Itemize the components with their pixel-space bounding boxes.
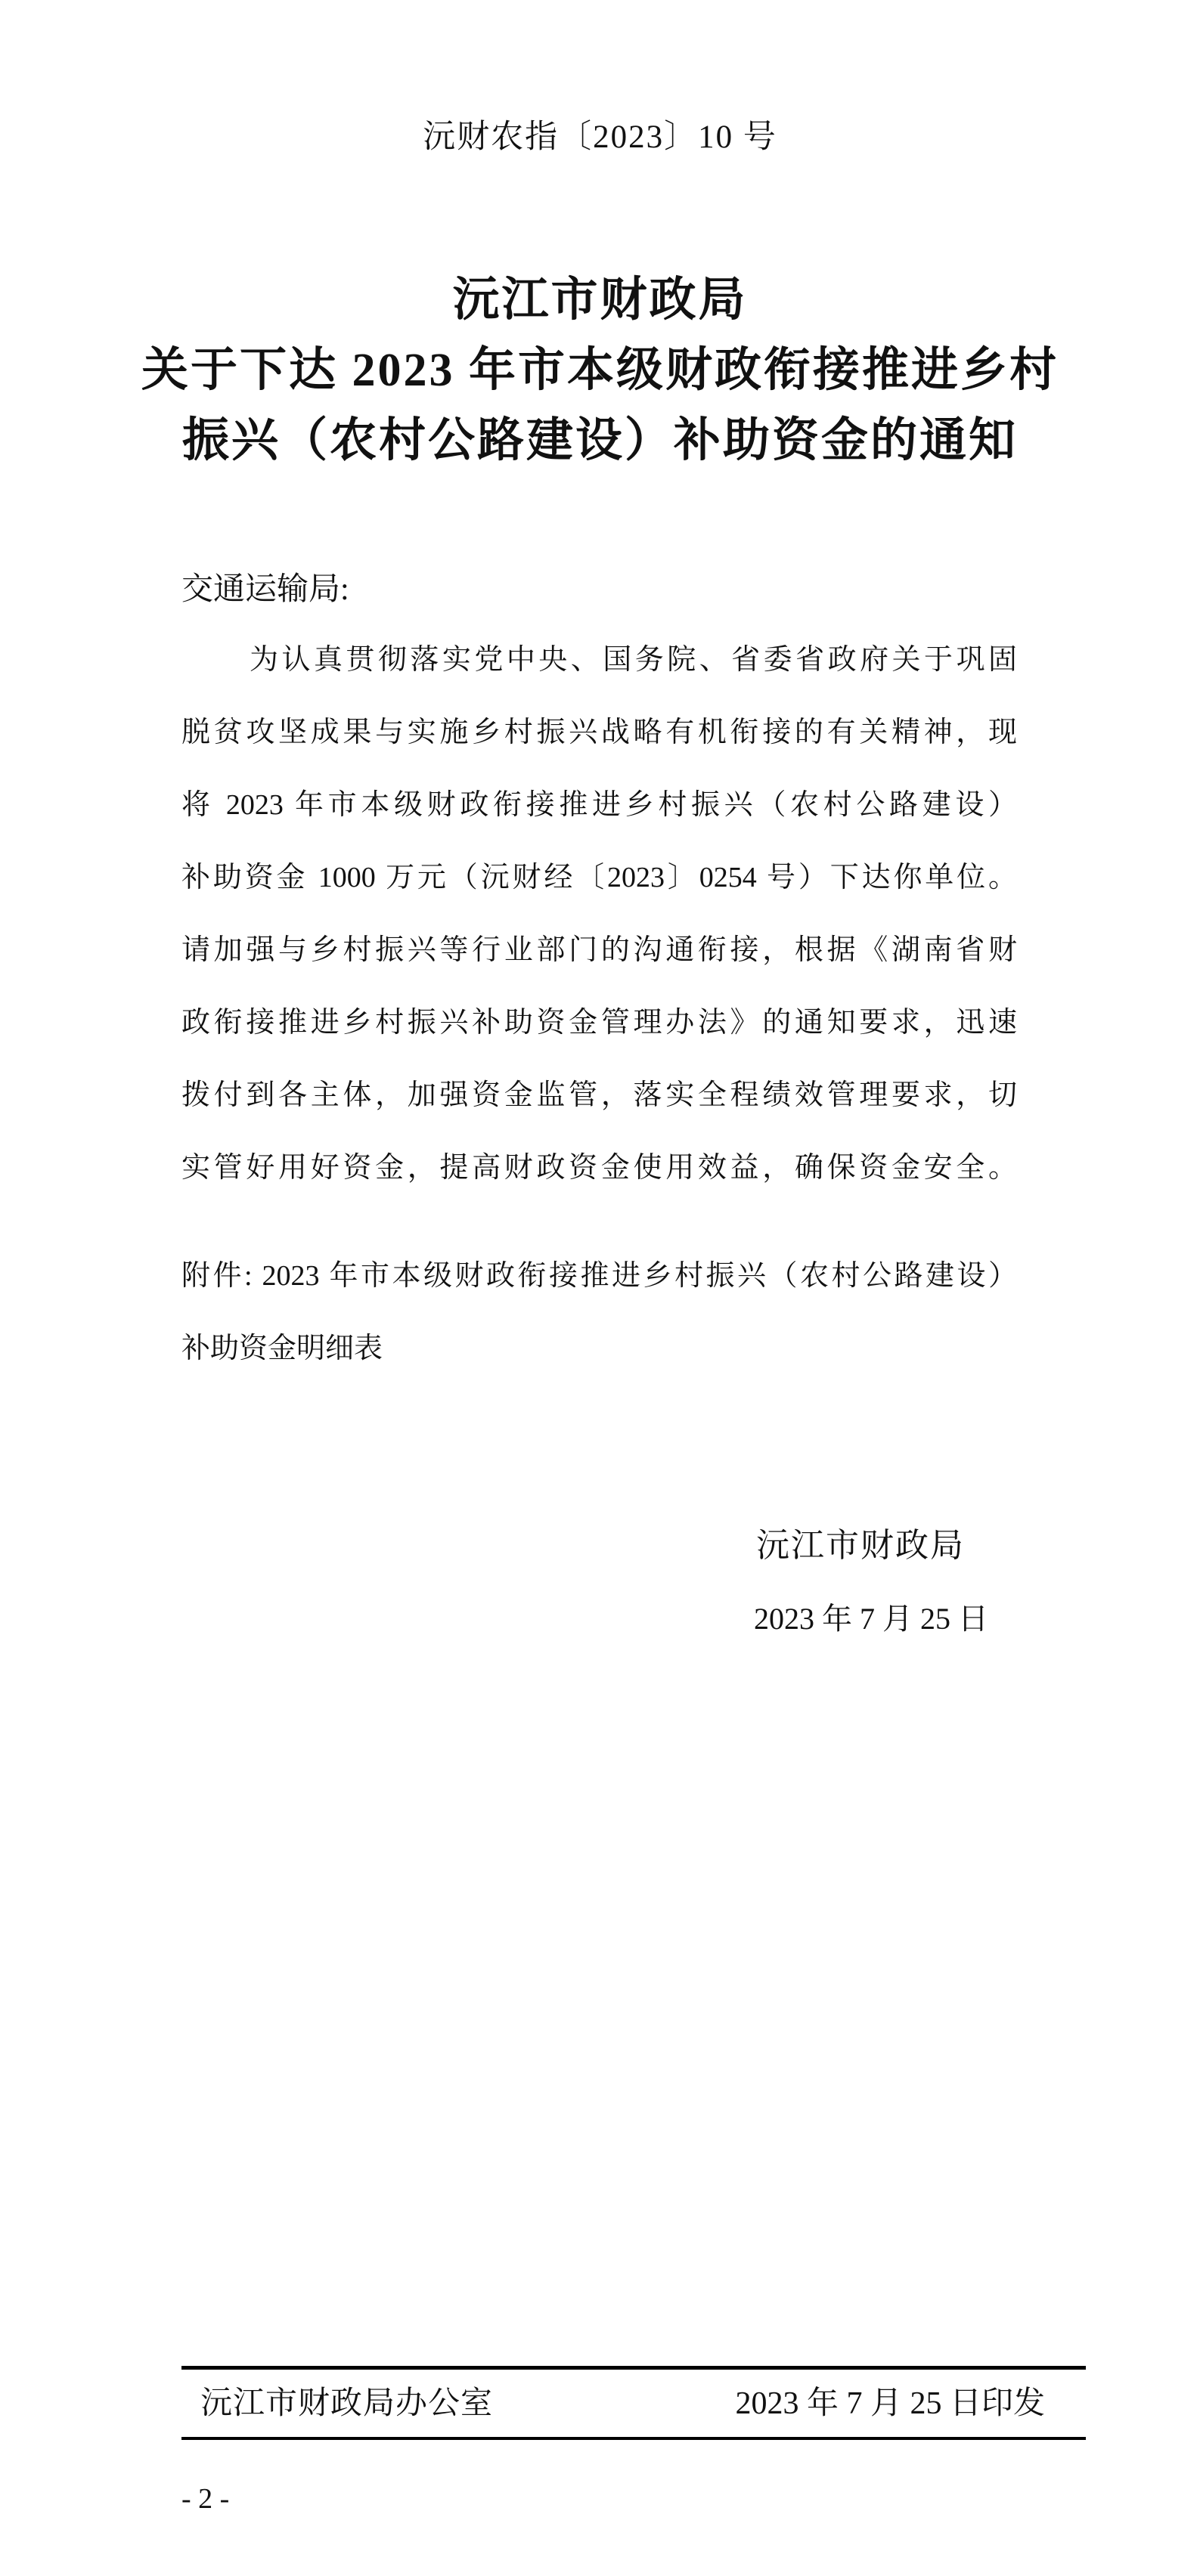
body-paragraph (181, 624, 1017, 1204)
footer-rule-bottom (181, 2437, 1086, 2440)
body-line: 脱贫攻坚成果与实施乡村振兴战略有机衔接的有关精神，现 (181, 717, 1017, 748)
footer-issue-date: 2023 年 7 月 25 日印发 (735, 2386, 1045, 2421)
title-line: 振兴（农村公路建设）补助资金的通知 (181, 415, 1018, 466)
body-line: 请加强与乡村振兴等行业部门的沟通衔接，根据《湖南省财 (181, 934, 1017, 966)
body-line: 为认真贯彻落实党中央、国务院、省委省政府关于巩固 (250, 644, 1017, 676)
body-line: 拨付到各主体，加强资金监管，落实全程绩效管理要求，切 (181, 1079, 1017, 1111)
body-line: 将 2023 年市本级财政衔接推进乡村振兴（农村公路建设） (181, 789, 1017, 821)
body-line: 补助资金 1000 万元（沅财经〔2023〕0254 号）下达你单位。 (181, 862, 1017, 893)
footer-rule-top (181, 2366, 1086, 2370)
footer-office: 沅江市财政局办公室 (200, 2386, 494, 2421)
title-line: 关于下达 2023 年市本级财政衔接推进乡村 (141, 345, 1059, 396)
attachment-block (181, 1240, 1017, 1385)
title-line: 沅江市财政局 (452, 274, 748, 326)
body-line: 实管好用好资金，提高财政资金使用效益，确保资金安全。 (181, 1152, 1017, 1184)
signature-org: 沅江市财政局 (756, 1527, 965, 1564)
page-number: - 2 - (181, 2483, 230, 2515)
body-line: 政衔接推进乡村振兴补助资金管理办法》的通知要求，迅速 (181, 1007, 1017, 1039)
signature-date: 2023 年 7 月 25 日 (754, 1602, 988, 1636)
salutation: 交通运输局: (181, 572, 349, 607)
attachment-line: 补助资金明细表 (181, 1333, 383, 1364)
document-title (0, 265, 1200, 476)
doc-number: 沅财农指〔2023〕10 号 (423, 119, 777, 155)
attachment-line: 附件: 2023 年市本级财政衔接推进乡村振兴（农村公路建设） (181, 1260, 1017, 1292)
